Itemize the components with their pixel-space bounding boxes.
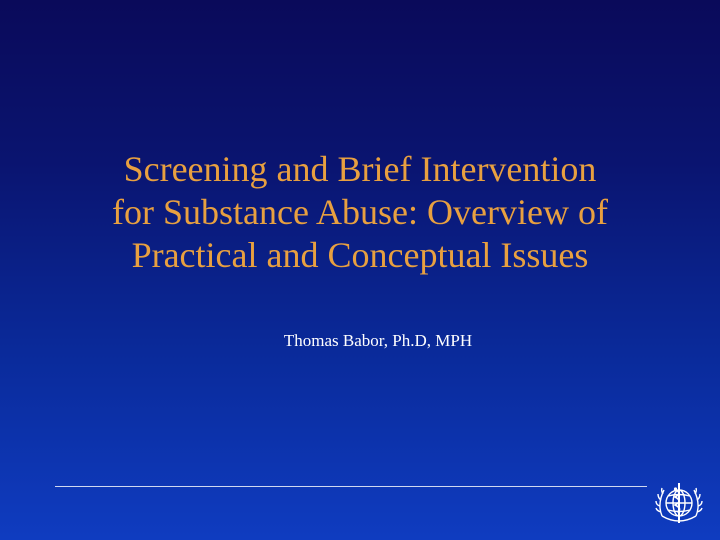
- who-emblem-icon: [652, 476, 706, 530]
- footer-divider: [55, 486, 647, 487]
- title-line-2: for Substance Abuse: Overview of: [112, 192, 608, 232]
- author-name: Thomas Babor, Ph.D, MPH: [283, 331, 473, 350]
- title-line-1: Screening and Brief Intervention: [123, 149, 597, 189]
- title-line-3: Practical and Conceptual Issues: [131, 235, 589, 275]
- slide-title: [40, 148, 680, 277]
